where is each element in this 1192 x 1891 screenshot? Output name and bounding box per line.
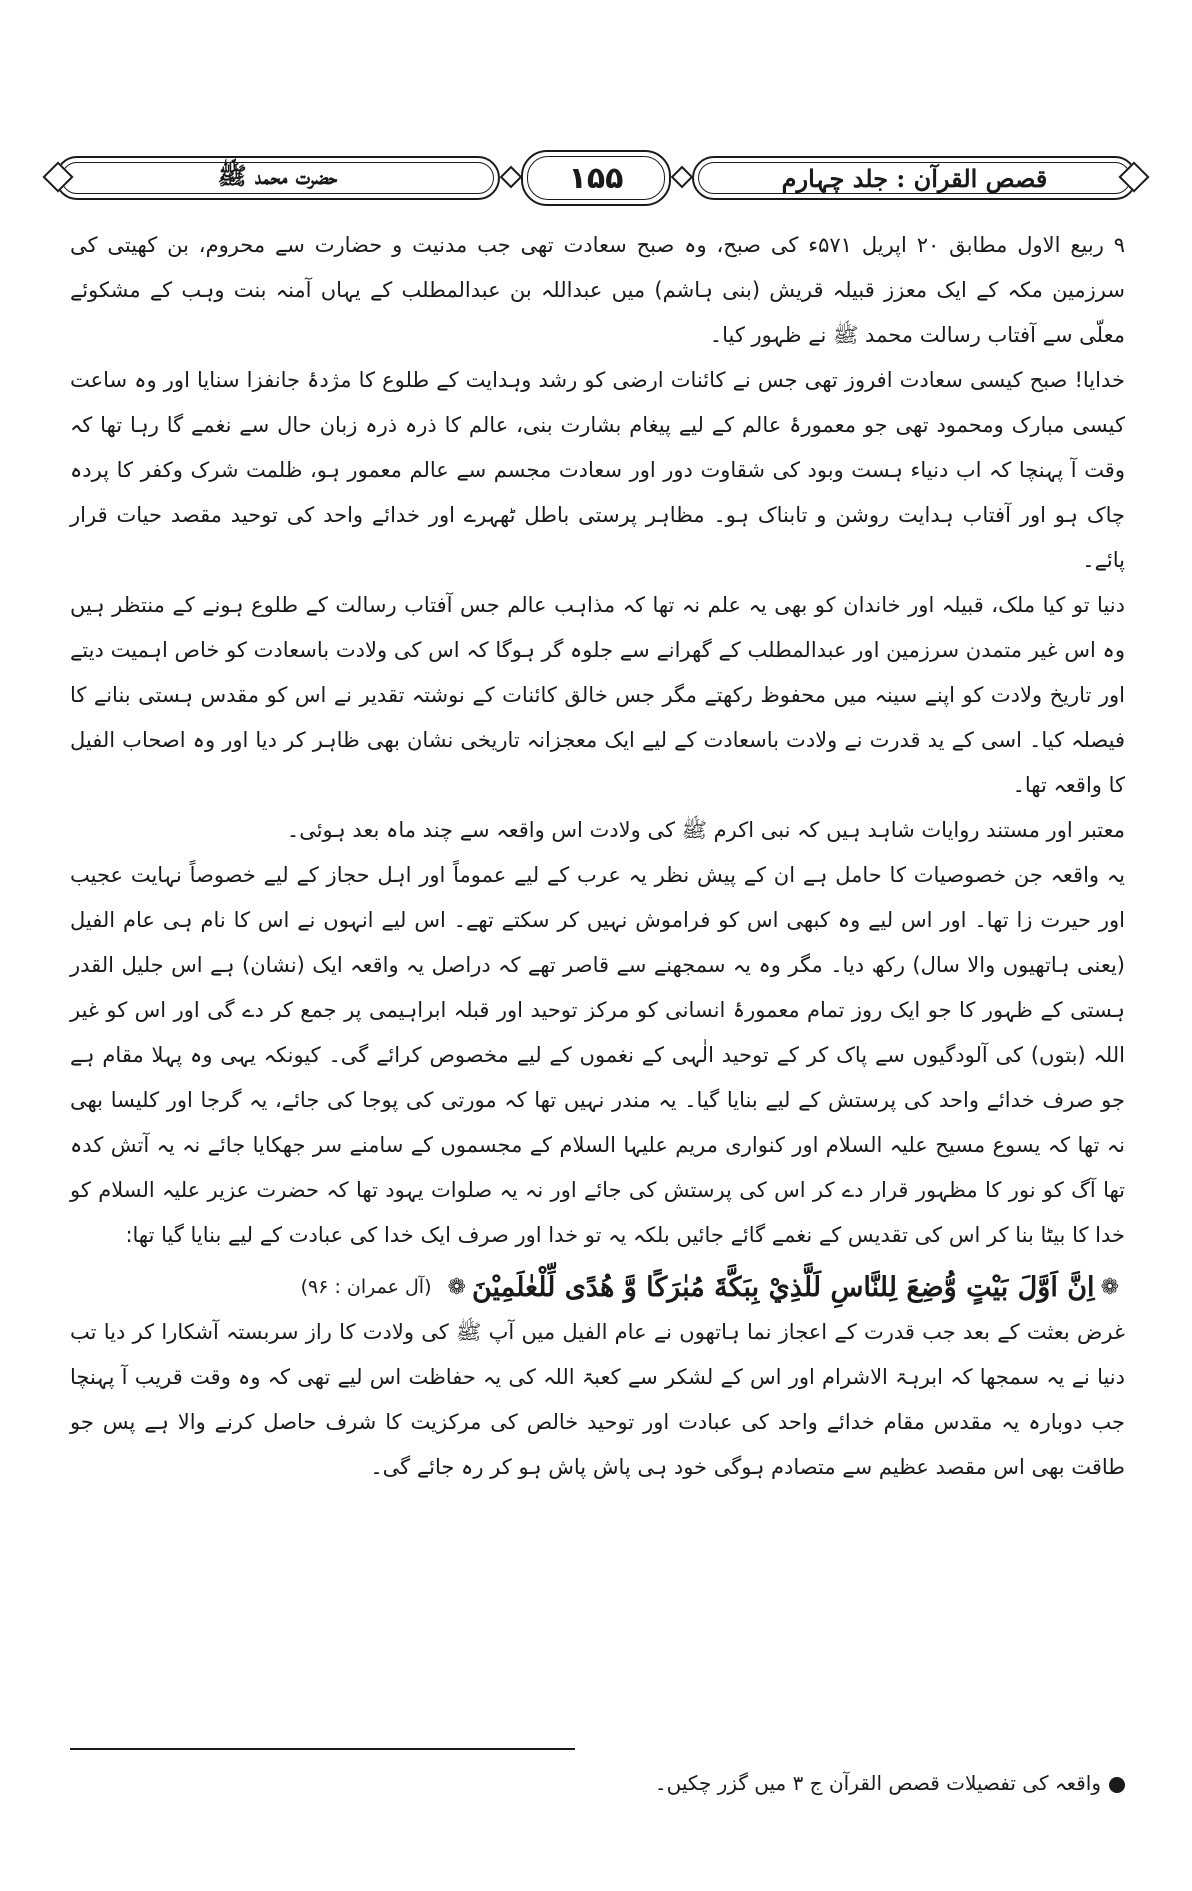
verse-close-ornament-icon: ❁ <box>447 1274 466 1300</box>
paragraph: یہ واقعہ جن خصوصیات کا حامل ہے ان کے پیش نظر یہ عرب کے لیے عموماً اور اہل حجاز کے لیے خصوصاً نہایت عجیب اور حیرت زا تھا۔ اور اس لیے وہ کبھی اس کو فراموش نہیں کر سکتے تھے۔ اس لیے انہوں نے اس کا نام ہی عام الفیل (یعنی ہاتھیوں والا سال) رکھ دیا۔ مگر وہ یہ سمجھنے سے قاصر تھے کہ دراصل یہ واقعہ ایک (نشان) ہے اس جلیل القدر ہستی کے ظہور کا جو ایک روز تمام معمورۂ انسانی کو مرکز توحید اور قبلہ ابراہیمی پر جمع کر دے گی اور اس کو غیر اللہ (بتوں) کی آلودگیوں سے پاک کر کے توحید الٰہی کے نغموں کے لیے مخصوص کرائے گی۔ کیونکہ یہی وہ پہلا مقام ہے جو صرف خدائے واحد کی پرستش کے لیے بنایا گیا۔ یہ مندر نہیں تھا کہ مورتی کی پوجا کی جائے، یہ گرجا اور کلیسا بھی نہ تھا کہ یسوع مسیح علیہ السلام اور کنواری مریم علیہا السلام کے مجسموں کے سامنے سر جھکایا جائے نہ یہ آتش کدہ تھا آگ کو نور کا مظہور قرار دے کر اس کی پرستش کی جائے اور نہ یہ صلوات یہود تھا کہ حضرت عزیر علیہ السلام کو خدا کا بیٹا بنا کر اس کی تقدیس کے نغمے گائے جائیں بلکہ یہ تو خدا اور صرف ایک خدا کی عبادت کے لیے بنایا گیا تھا: <box>70 863 1125 1247</box>
footnote-divider <box>70 1748 575 1750</box>
paragraph: غرض بعثت کے بعد جب قدرت کے اعجاز نما ہاتھوں نے عام الفیل میں آپ ﷺ کی ولادت کا راز سربستہ آشکارا کر دیا تب دنیا نے یہ سمجھا کہ ابرہۃ الاشرام اور اس کے لشکر سے کعبۃ اللہ کی یہ حفاظت اس لیے تھی کہ وہ وقت قریب آ پہنچا جب دوبارہ یہ مقدس مقام خدائے واحد کی عبادت اور توحید خالص کی مرکزیت کا شرف حاصل کرنے والا ہے پس جو طاقت بھی اس مقصد عظیم سے متصادم ہوگی خود ہی پاش پاش ہو کر رہ جائے گی۔ <box>70 1320 1125 1479</box>
paragraph: دنیا تو کیا ملک، قبیلہ اور خاندان کو بھی یہ علم نہ تھا کہ مذاہب عالم جس آفتاب رسالت کے طلوع ہونے کے منتظر ہیں وہ اس غیر متمدن سرزمین اور عبدالمطلب کے گھرانے سے جلوہ گر ہوگا کہ اس کی ولادت باسعادت کو خاص اہمیت دیتے اور تاریخ ولادت کو اپنے سینہ میں محفوظ رکھتے مگر جس خالق کائنات کے نوشتہ تقدیر نے اس کو مقدس ہستی بنانے کا فیصلہ کیا۔ اسی کے ید قدرت نے ولادت باسعادت کے لیے ایک معجزانہ تاریخی نشان بھی ظاہر کر دیا اور وہ اصحاب الفیل کا واقعہ تھا۔ <box>70 593 1125 797</box>
header-ornament-icon <box>671 166 694 189</box>
verse-open-ornament-icon: ❁ <box>1100 1274 1119 1300</box>
footnote-marker-icon <box>1109 1777 1125 1793</box>
header-ornament-icon <box>500 166 523 189</box>
paragraph: معتبر اور مستند روایات شاہد ہیں کہ نبی اکرم ﷺ کی ولادت اس واقعہ سے چند ماہ بعد ہوئی۔ <box>286 818 1125 842</box>
verse-reference: (آل عمران : ۹۶) <box>300 1276 432 1298</box>
chapter-title-frame <box>55 156 500 200</box>
page-number: ۱۵۵ <box>568 160 624 196</box>
book-title: قصص القرآن : جلد چہارم <box>781 163 1048 193</box>
footnote <box>70 1765 1125 1801</box>
paragraph: خدایا! صبح کیسی سعادت افروز تھی جس نے کائنات ارضی کو رشد وہدایت کے طلوع کا مژدۂ جانفزا سنایا اور وہ ساعت کیسی مبارک ومحمود تھی جو معمورۂ عالم کے لیے پیغام بشارت بنی، عالم کا ذرہ ذرہ زبان حال سے نغمے گا رہا تھا کہ وقت آ پہنچا کہ اب دنیاء ہست وبود کی شقاوت دور اور سعادت مجسم سے عالم معمور ہو، ظلمت شرک وکفر کا پردہ چاک ہو اور آفتاب ہدایت روشن و تابناک ہو۔ مظاہر پرستی باطل ٹھہرے اور خدائے واحد کی توحید مقصد حیات قرار پائے۔ <box>70 368 1125 572</box>
chapter-title: حضرت محمد ﷺ <box>217 160 338 190</box>
quran-verse-row <box>70 1264 1125 1310</box>
quran-verse: اِنَّ اَوَّلَ بَيْتٍ وُّضِعَ لِلنَّاسِ لَلَّذِيْ بِبَكَّةَ مُبٰرَكًا وَّ هُدًى لِّلْعٰلَمِيْنَ <box>471 1271 1095 1303</box>
main-text <box>70 223 1125 1490</box>
book-title-frame <box>692 156 1137 200</box>
page-header <box>55 150 1137 208</box>
paragraph: ۹ ربیع الاول مطابق ۲۰ اپریل ۵۷۱ء کی صبح، وہ صبح سعادت تھی جب مدنیت و حضارت سے محروم، بن کھیتی کی سرزمین مکہ کے ایک معزز قبیلہ قریش (بنی ہاشم) میں عبداللہ بن عبدالمطلب کے یہاں آمنہ بنت وہب کے مشکوئے معلّی سے آفتاب رسالت محمد ﷺ نے ظہور کیا۔ <box>70 233 1125 347</box>
page-number-frame <box>521 150 671 206</box>
footnote-text: واقعہ کی تفصیلات قصص القرآن ج ۳ میں گزر چکیں۔ <box>654 1771 1101 1795</box>
